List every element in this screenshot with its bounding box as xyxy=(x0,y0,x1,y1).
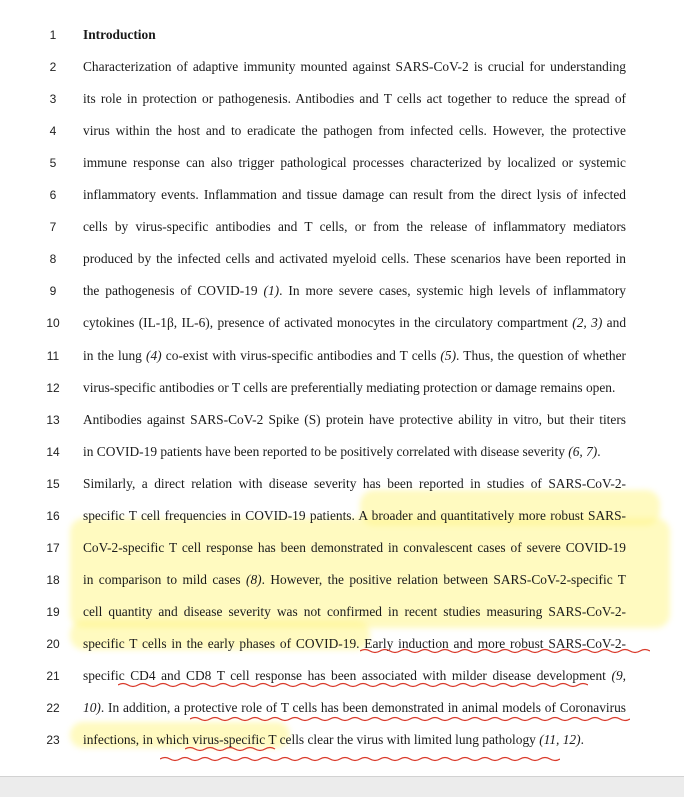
text-segment: . In more severe cases, systemic high levels of inflammatory xyxy=(279,283,626,298)
citation-text: (5) xyxy=(440,348,457,363)
red-underline-annotation xyxy=(185,746,280,752)
document-line xyxy=(0,153,684,173)
line-text xyxy=(83,538,626,558)
text-segment: specific T cells in the early phases of COVID-19. Early induction and more robust SARS-CoV-2- xyxy=(83,636,626,651)
line-number: 15 xyxy=(46,477,60,491)
line-text xyxy=(83,442,626,462)
line-number: 22 xyxy=(46,701,60,715)
line-text xyxy=(83,378,626,398)
text-segment: inflammatory events. Inflammation and tissue damage can result from the direct lysis of infected xyxy=(83,187,626,202)
line-number: 11 xyxy=(46,349,60,363)
line-text xyxy=(83,570,626,590)
line-text xyxy=(83,410,626,430)
line-number: 8 xyxy=(49,252,57,266)
red-underline-annotation xyxy=(360,648,650,654)
document-line xyxy=(0,313,684,333)
line-text xyxy=(83,217,626,237)
line-number: 23 xyxy=(46,733,60,747)
red-underline-annotation xyxy=(190,716,630,722)
document-line xyxy=(0,346,684,366)
text-segment: . xyxy=(597,444,601,459)
line-text xyxy=(83,153,626,173)
citation-text: 10) xyxy=(83,700,101,715)
line-text xyxy=(83,121,626,141)
document-line xyxy=(0,602,684,622)
text-segment: Similarly, a direct relation with disease severity has been reported in studies of SARS-CoV-2- xyxy=(83,476,626,491)
document-line xyxy=(0,730,684,750)
line-text xyxy=(83,602,626,622)
text-segment: produced by the infected cells and activated myeloid cells. These scenarios have been reported in xyxy=(83,251,626,266)
line-number: 7 xyxy=(49,220,57,234)
text-segment: infections, in which virus-specific T cells clear the virus with limited lung pathology xyxy=(83,732,540,747)
document-line xyxy=(0,698,684,718)
document-line xyxy=(0,57,684,77)
text-segment: immune response can also trigger pathological processes characterized by localized or systemic xyxy=(83,155,626,170)
line-text xyxy=(83,57,626,77)
document-line xyxy=(0,281,684,301)
text-segment: in the lung xyxy=(83,348,146,363)
line-number: 13 xyxy=(46,413,60,427)
line-number: 19 xyxy=(46,605,60,619)
line-text xyxy=(83,346,626,366)
document-line xyxy=(0,410,684,430)
line-number: 2 xyxy=(49,60,57,74)
text-segment: cytokines (IL-1β, IL-6), presence of activated monocytes in the circulatory compartment xyxy=(83,315,573,330)
line-number: 10 xyxy=(46,316,60,330)
text-segment: CoV-2-specific T cell response has been demonstrated in convalescent cases of severe COVID-19 xyxy=(83,540,626,555)
text-segment: cell quantity and disease severity was not confirmed in recent studies measuring SARS-CoV-2- xyxy=(83,604,626,619)
citation-text: (4) xyxy=(146,348,162,363)
line-number: 1 xyxy=(49,28,57,42)
text-segment: Antibodies against SARS-CoV-2 Spike (S) protein have protective ability in vitro, but their titers xyxy=(83,412,626,427)
line-number: 14 xyxy=(46,445,60,459)
document-line xyxy=(0,217,684,237)
document-line xyxy=(0,474,684,494)
document-line xyxy=(0,121,684,141)
line-number: 16 xyxy=(46,509,60,523)
text-segment: Characterization of adaptive immunity mounted against SARS-CoV-2 is crucial for understanding xyxy=(83,59,626,74)
text-segment: . In addition, a protective role of T cells has been demonstrated in animal models of Coronavirus xyxy=(100,700,626,715)
citation-text: (9, xyxy=(611,668,626,683)
text-segment: Introduction xyxy=(83,27,156,42)
text-segment: its role in protection or pathogenesis. Antibodies and T cells act together to reduce the spread of xyxy=(83,91,626,106)
citation-text: (8) xyxy=(246,572,262,587)
text-segment: the pathogenesis of COVID-19 xyxy=(83,283,264,298)
text-segment: co-exist with virus-specific antibodies and T cells xyxy=(161,348,441,363)
section-heading xyxy=(83,25,626,45)
document-line xyxy=(0,185,684,205)
line-number: 6 xyxy=(49,188,57,202)
line-number: 20 xyxy=(46,637,60,651)
line-number: 18 xyxy=(46,573,60,587)
document-line xyxy=(0,570,684,590)
red-underline-annotation xyxy=(160,756,560,762)
line-number: 5 xyxy=(49,156,57,170)
line-text xyxy=(83,730,626,750)
text-segment: specific T cell frequencies in COVID-19 patients. A broader and quantitatively more robust SARS- xyxy=(83,508,626,523)
document-line xyxy=(0,506,684,526)
text-segment: virus-specific antibodies or T cells are preferentially mediating protection or damage remains open. xyxy=(83,380,616,395)
line-text xyxy=(83,249,626,269)
viewer-bottom-bar xyxy=(0,776,684,797)
line-number: 4 xyxy=(49,124,57,138)
citation-text: (1) xyxy=(263,283,280,298)
line-number: 17 xyxy=(46,541,60,555)
line-text xyxy=(83,281,626,301)
citation-text: (6, 7) xyxy=(568,444,598,459)
citation-text: (2, 3) xyxy=(572,315,603,330)
citation-text: (11, 12) xyxy=(539,732,581,747)
document-line xyxy=(0,442,684,462)
line-text xyxy=(83,698,626,718)
text-segment: . However, the positive relation between SARS-CoV-2-specific T xyxy=(261,572,626,587)
line-number: 21 xyxy=(46,669,60,683)
line-number: 9 xyxy=(49,284,57,298)
text-segment: . xyxy=(580,732,584,747)
line-text xyxy=(83,313,626,333)
text-segment: and xyxy=(602,315,627,330)
document-line xyxy=(0,378,684,398)
text-segment: specific CD4 and CD8 T cell response has been associated with milder disease development xyxy=(83,668,612,683)
text-segment: cells by virus-specific antibodies and T cells, or from the release of inflammatory mediators xyxy=(83,219,626,234)
red-underline-annotation xyxy=(118,682,588,688)
line-text xyxy=(83,89,626,109)
line-text xyxy=(83,506,626,526)
line-number: 12 xyxy=(46,381,60,395)
line-text xyxy=(83,474,626,494)
line-text xyxy=(83,185,626,205)
document-line xyxy=(0,89,684,109)
text-segment: in COVID-19 patients have been reported to be positively correlated with disease severity xyxy=(83,444,569,459)
text-segment: virus within the host and to eradicate the pathogen from infected cells. However, the protective xyxy=(83,123,626,138)
text-segment: . Thus, the question of whether xyxy=(456,348,626,363)
document-line xyxy=(0,538,684,558)
text-segment: in comparison to mild cases xyxy=(83,572,246,587)
document-line xyxy=(0,25,684,45)
document-line xyxy=(0,249,684,269)
line-number: 3 xyxy=(49,92,57,106)
